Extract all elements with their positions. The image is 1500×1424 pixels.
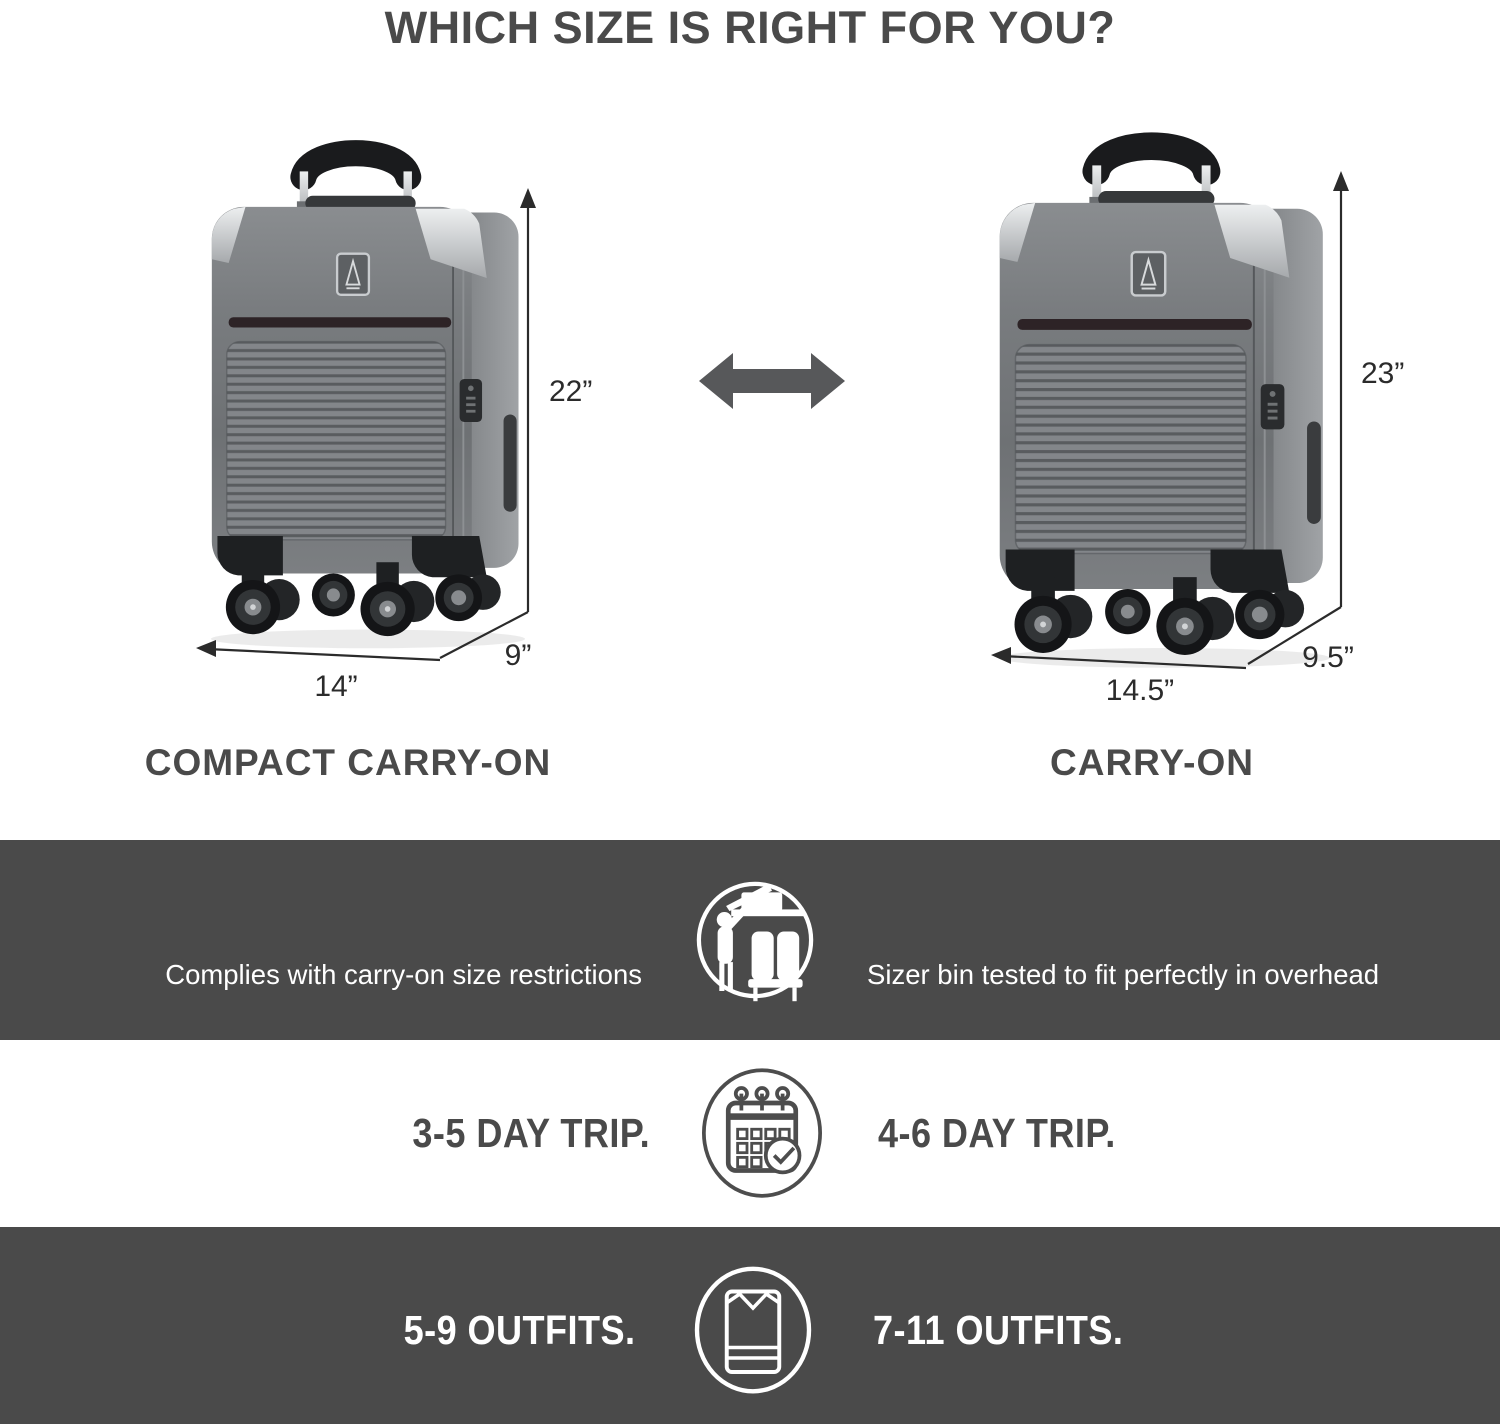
width-dimension-label: 14”: [314, 670, 358, 703]
carry-on-trip-length-label: 4-6 DAY TRIP.: [878, 1110, 1116, 1156]
calendar-check-icon: [687, 1058, 837, 1208]
folded-shirt-icon: [683, 1260, 823, 1400]
compact-outfits-label: 5-9 OUTFITS.: [403, 1307, 635, 1353]
feature-row-size-compliance: [0, 840, 1500, 1040]
overhead-bin-icon: [687, 872, 823, 1008]
height-dimension-label: 22”: [549, 375, 593, 408]
page-title: WHICH SIZE IS RIGHT FOR YOU?: [384, 2, 1116, 53]
sizer-bin-text: Sizer bin tested to fit perfectly in overhead: [867, 959, 1380, 990]
product-name-compact-carry-on: COMPACT CARRY-ON: [144, 742, 552, 783]
feature-row-outfits: [0, 1227, 1500, 1424]
compact-carry-on-figure: [160, 80, 630, 730]
compact-size-compliance-text: Complies with carry-on size restrictions: [165, 959, 642, 990]
suitcase-illustration: [211, 153, 525, 648]
product-name-carry-on: CARRY-ON: [1050, 742, 1254, 783]
feature-row-trip-length: [0, 1040, 1500, 1227]
depth-dimension-label: 9”: [504, 639, 532, 672]
carry-on-outfits-label: 7-11 OUTFITS.: [873, 1307, 1124, 1353]
compact-trip-length-label: 3-5 DAY TRIP.: [412, 1110, 650, 1156]
height-dimension-label: 23”: [1361, 357, 1405, 390]
carry-on-figure: [950, 80, 1430, 740]
width-dimension-label: 14.5”: [1105, 674, 1175, 707]
suitcase-illustration: [999, 146, 1330, 668]
depth-dimension-label: 9.5”: [1302, 641, 1354, 674]
double-arrow-icon: [697, 351, 847, 411]
